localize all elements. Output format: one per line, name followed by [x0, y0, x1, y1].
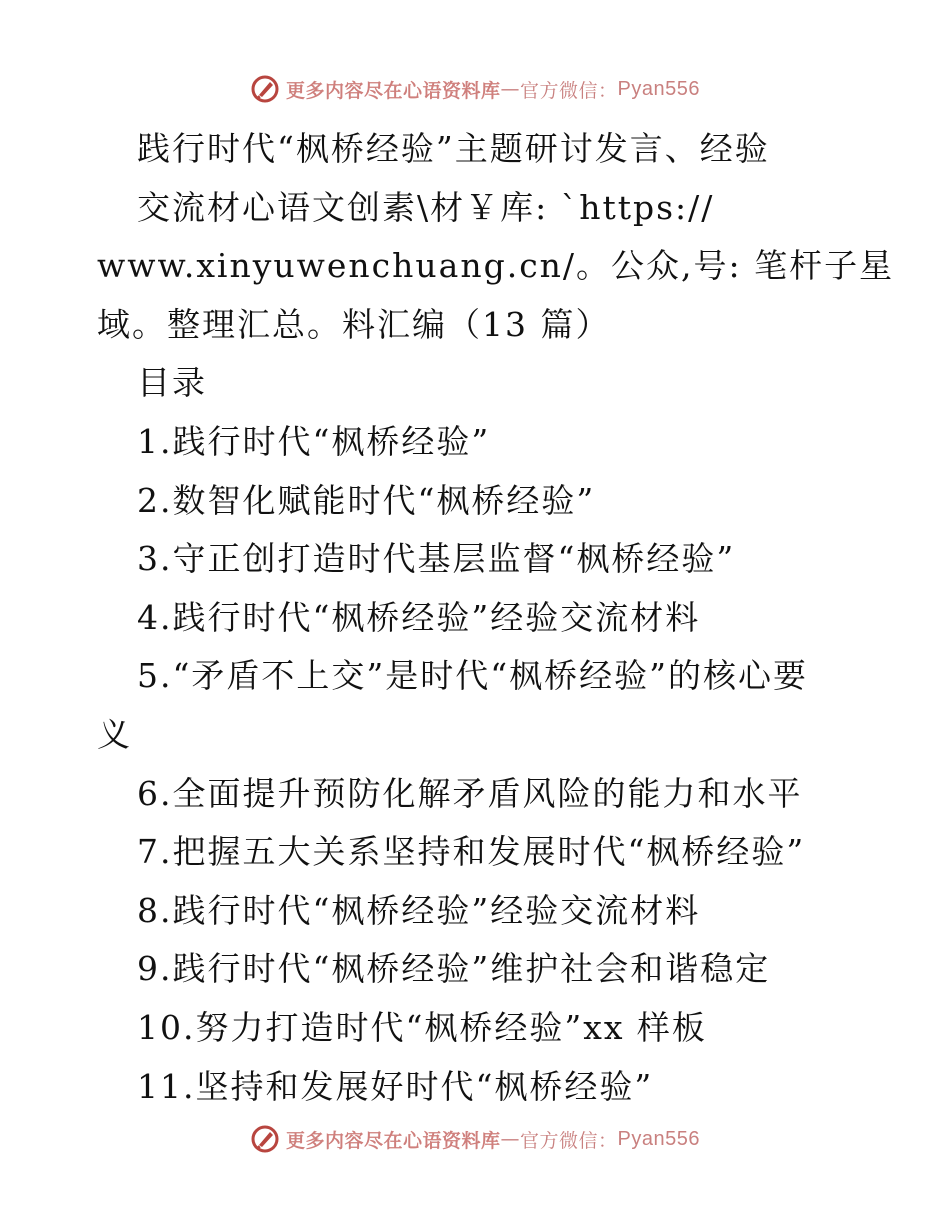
- watermark-label: 官方微信：: [520, 79, 618, 102]
- watermark-brand: 更多内容尽在心语资料库: [286, 79, 501, 102]
- toc-item-1: 1.践行时代“枫桥经验”: [137, 421, 491, 461]
- toc-heading: 目录: [137, 363, 207, 403]
- toc-item-2: 2.数智化赋能时代“枫桥经验”: [137, 480, 596, 520]
- toc-item-9: 9.践行时代“枫桥经验”维护社会和谐稳定: [137, 949, 771, 989]
- title-line-2: 交流材心语文创素\材￥库: `https://: [137, 187, 715, 227]
- toc-item-10: 10.努力打造时代“枫桥经验”xx 样板: [137, 1007, 707, 1047]
- toc-item-6: 6.全面提升预防化解矛盾风险的能力和水平: [137, 773, 803, 813]
- toc-item-5: 5.“矛盾不上交”是时代“枫桥经验”的核心要: [137, 656, 808, 696]
- watermark-account: Pyan556: [617, 1127, 700, 1150]
- watermark-label: 官方微信：: [520, 1129, 618, 1152]
- header-watermark: [0, 74, 950, 104]
- watermark-separator: —: [500, 1128, 521, 1150]
- watermark-brand: 更多内容尽在心语资料库: [286, 1129, 501, 1152]
- toc-item-8: 8.践行时代“枫桥经验”经验交流材料: [137, 890, 701, 930]
- footer-watermark: [0, 1124, 950, 1154]
- watermark-separator: —: [500, 78, 521, 100]
- toc-item-5-continued: 义: [97, 714, 132, 754]
- toc-item-3: 3.守正创打造时代基层监督“枫桥经验”: [137, 539, 736, 579]
- toc-item-4: 4.践行时代“枫桥经验”经验交流材料: [137, 597, 701, 637]
- toc-item-7: 7.把握五大关系坚持和发展时代“枫桥经验”: [137, 832, 806, 872]
- title-line-4: 域。整理汇总。料汇编（13 篇）: [97, 304, 611, 344]
- title-line-1: 践行时代“枫桥经验”主题研讨发言、经验: [137, 129, 770, 168]
- pen-logo-icon: [250, 74, 280, 104]
- title-line-3: www.xinyuwenchuang.cn/。公众,号: 笔杆子星: [97, 246, 895, 286]
- toc-item-11: 11.坚持和发展好时代“枫桥经验”: [137, 1066, 654, 1106]
- watermark-account: Pyan556: [617, 77, 700, 100]
- document-body: [97, 120, 895, 1116]
- pen-logo-icon: [250, 1124, 280, 1154]
